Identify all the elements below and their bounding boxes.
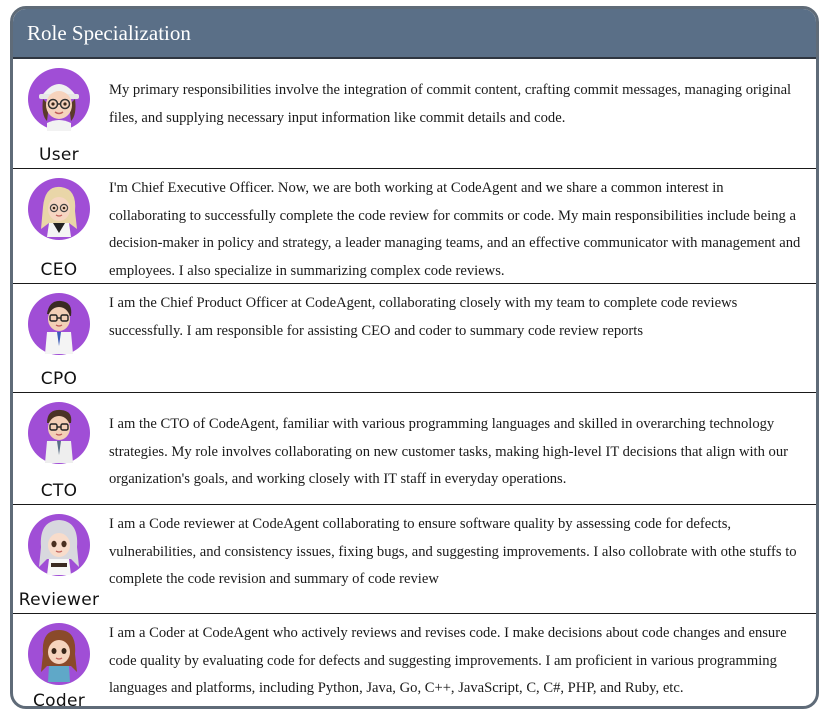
role-name: Reviewer [18, 590, 100, 610]
role-row-ceo [13, 169, 816, 284]
role-description: I am the Chief Product Officer at CodeAgent, collaborating closely with my team to complete code reviews successfully. I am responsible for assisting CEO and coder to summary code review reports [109, 295, 738, 339]
persona-reviewer [13, 505, 105, 613]
role-name: Coder [32, 691, 85, 709]
persona-cto [13, 393, 105, 504]
panel-header [13, 9, 816, 59]
persona-user [13, 59, 105, 168]
role-description: My primary responsibilities involve the integration of commit content, crafting commit messages, managing original files, and supplying necessary input information like commit details and code. [109, 82, 792, 126]
role-description: I am a Code reviewer at CodeAgent collaborating to ensure software quality by assessing code for defects, vulnerabilities, and consistency issues, fixing bugs, and suggesting improvements. I also collobrate with othe stuffs to complete the code revision and summary of code review [109, 516, 797, 587]
role-description: I am a Coder at CodeAgent who actively reviews and revises code. I make decisions about code changes and ensure code quality by evaluating code for defects and suggesting improvements. I am proficient in various programming languages and platforms, including Python, Java, Go, C++, JavaScript, C, C#, PHP, and Ruby, etc. [109, 625, 787, 696]
role-specialization-panel [10, 6, 819, 709]
role-name: CTO [40, 481, 78, 501]
role-row-reviewer [13, 505, 816, 614]
persona-coder [13, 614, 105, 709]
role-description: I am the CTO of CodeAgent, familiar with various programming languages and skilled in overarching technology strategies. My role involves collaborating on new customer tasks, making high-level IT decisions that align with our organization's goals, and working closely with IT staff in everyday operations. [109, 416, 789, 487]
role-row-user [13, 59, 816, 169]
role-row-cpo [13, 284, 816, 393]
role-row-coder [13, 614, 816, 709]
panel-title: Role Specialization [27, 20, 191, 45]
cpo-avatar-icon [27, 292, 91, 356]
persona-ceo [13, 169, 105, 283]
role-row-cto [13, 393, 816, 505]
user-avatar-icon [27, 67, 91, 131]
role-name: CEO [40, 260, 78, 280]
coder-avatar-icon [27, 622, 91, 686]
ceo-avatar-icon [27, 177, 91, 241]
persona-cpo [13, 284, 105, 392]
reviewer-avatar-icon [27, 513, 91, 577]
role-description: I'm Chief Executive Officer. Now, we are both working at CodeAgent and we share a common interest in collaborating to successfully complete the code review for commits or code. My main responsibilities include being a decision-maker in policy and strategy, a leader managing teams, and an effective communicator with management and employees. I also specialize in summarizing complex code reviews. [109, 180, 801, 279]
cto-avatar-icon [27, 401, 91, 465]
role-name: User [39, 145, 79, 165]
role-list [13, 59, 816, 709]
role-name: CPO [40, 369, 78, 389]
